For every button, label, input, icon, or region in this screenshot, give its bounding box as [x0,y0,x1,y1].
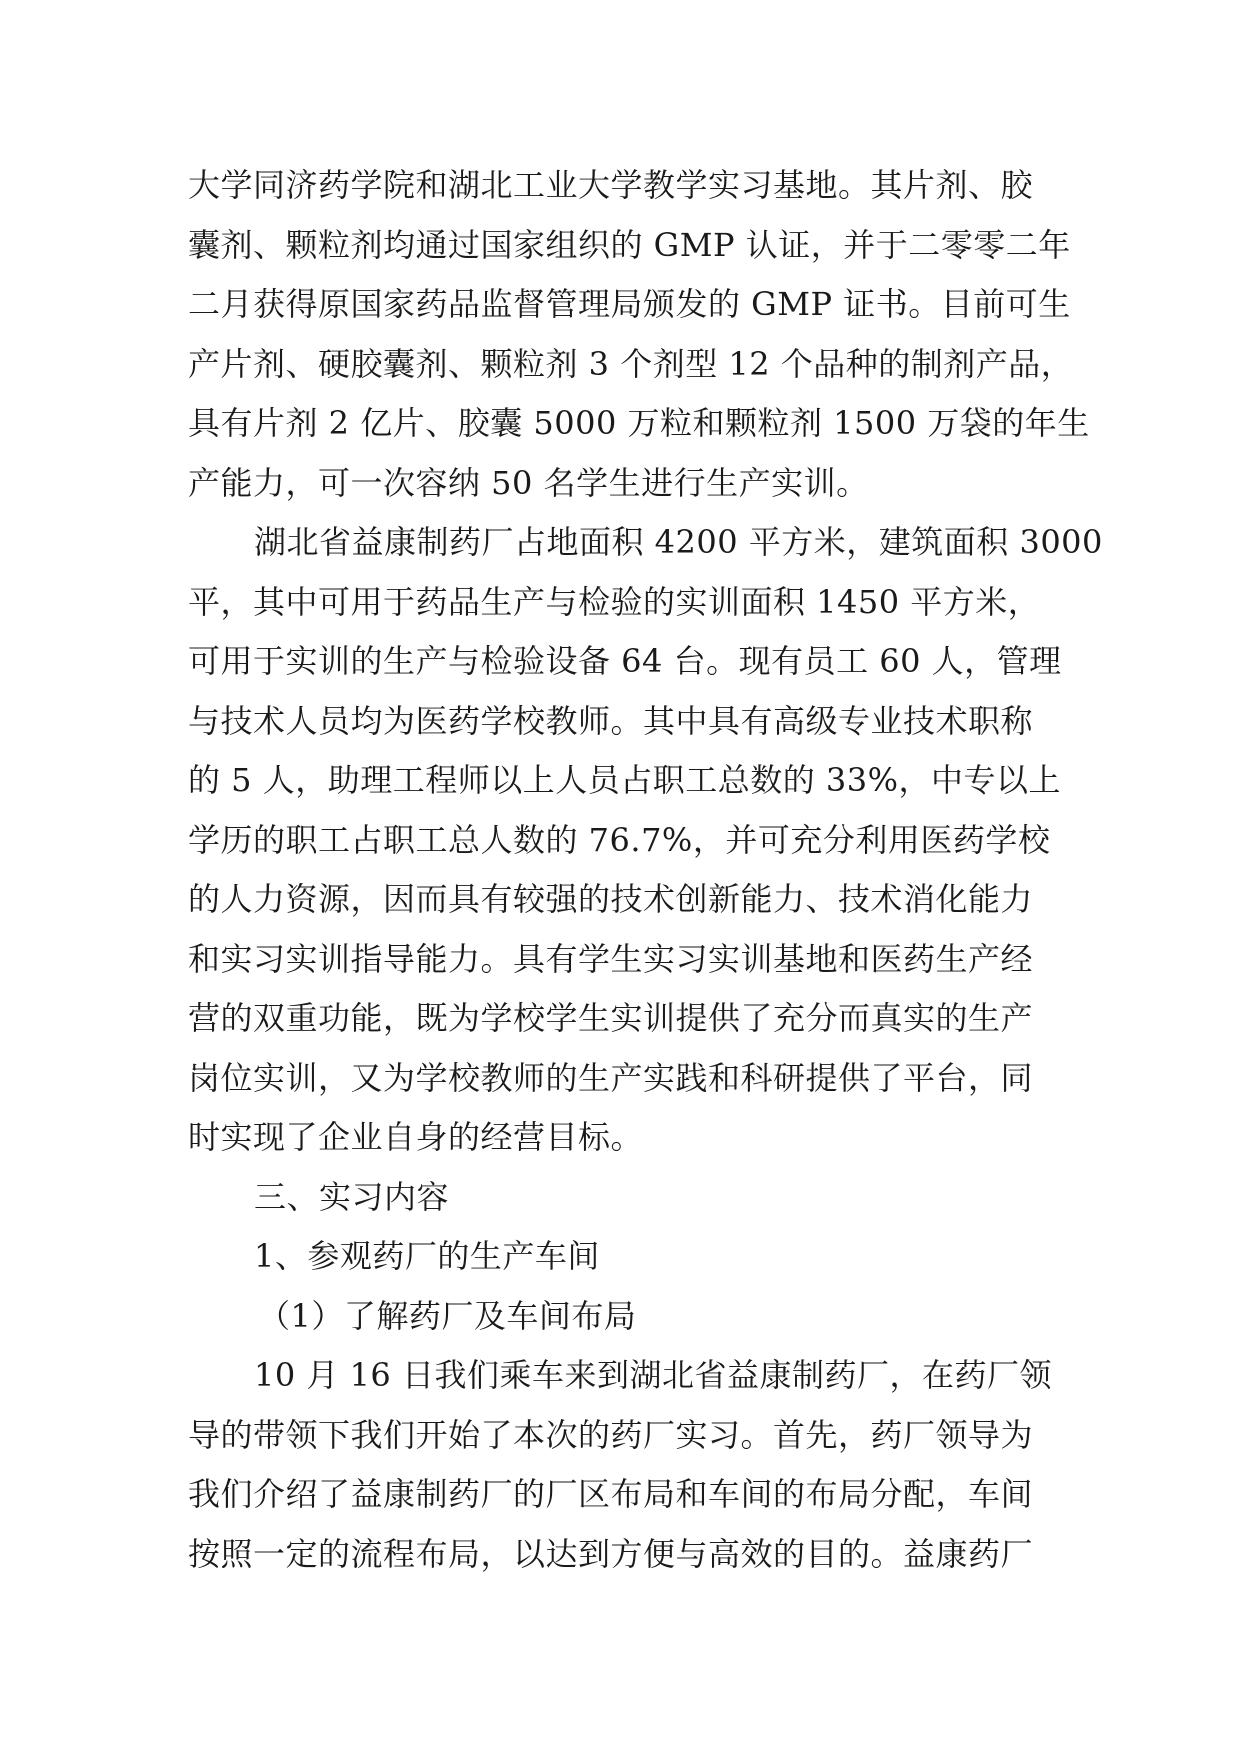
text-line: 产片剂、硬胶囊剂、颗粒剂 3 个剂型 12 个品种的制剂产品， [188,344,1074,383]
text-line: 时实现了企业自身的经营目标。 [188,1118,644,1156]
paragraph-first-line: 湖北省益康制药厂占地面积 4200 平方米，建筑面积 3000 [254,523,1103,561]
section-heading: 三、实习内容 [254,1177,450,1216]
text-line: 的人力资源，因而具有较强的技术创新能力、技术消化能力 [188,880,1034,918]
text-line: 二月获得原国家药品监督管理局颁发的 GMP 证书。目前可生 [188,285,1071,323]
text-line: 具有片剂 2 亿片、胶囊 5000 万粒和颗粒剂 1500 万袋的年生 [188,404,1090,442]
text-line: 的 5 人，助理工程师以上人员占职工总数的 33%，中专以上 [188,761,1062,799]
text-line: 岗位实训，又为学校教师的生产实践和科研提供了平台，同 [188,1058,1034,1097]
text-line: 与技术人员均为医药学校教师。其中具有高级专业技术职称 [188,701,1034,740]
subsection-heading: 1、参观药厂的生产车间 [254,1237,600,1275]
text-line: 和实习实训指导能力。具有学生实习实训基地和医药生产经 [188,939,1034,978]
text-line: 大学同济药学院和湖北工业大学教学实习基地。其片剂、胶 [188,166,1034,204]
document-body [188,156,1103,1584]
text-line: 平，其中可用于药品生产与检验的实训面积 1450 平方米， [188,582,1041,621]
text-line: 学历的职工占职工总人数的 76.7%，并可充分利用医药学校 [188,820,1051,859]
sub-subsection-heading: （1）了解药厂及车间布局 [258,1296,637,1335]
text-line: 营的双重功能，既为学校学生实训提供了充分而真实的生产 [188,999,1034,1037]
text-line: 导的带领下我们开始了本次的药厂实习。首先，药厂领导为 [188,1415,1034,1454]
text-line: 我们介绍了益康制药厂的厂区布局和车间的布局分配，车间 [188,1475,1034,1513]
paragraph-first-line: 10 月 16 日我们乘车来到湖北省益康制药厂，在药厂领 [254,1356,1052,1394]
text-line: 可用于实训的生产与检验设备 64 台。现有员工 60 人，管理 [188,642,1062,680]
text-line: 产能力，可一次容纳 50 名学生进行生产实训。 [188,463,869,502]
text-line: 按照一定的流程布局，以达到方便与高效的目的。益康药厂 [188,1534,1034,1573]
text-line: 囊剂、颗粒剂均通过国家组织的 GMP 认证，并于二零零二年 [188,225,1071,264]
